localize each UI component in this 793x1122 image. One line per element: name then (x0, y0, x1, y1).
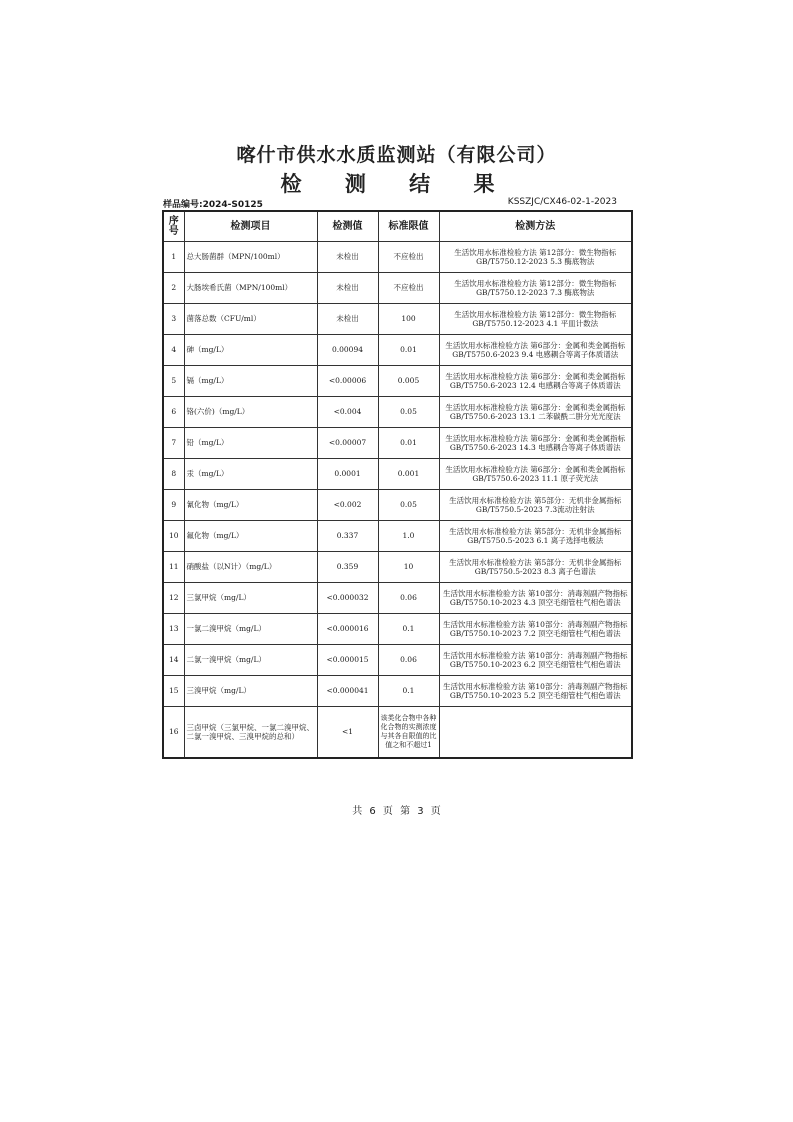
cell-test-value: 未检出 (317, 304, 378, 335)
cell-index: 4 (163, 335, 184, 366)
cell-test-item: 铅（mg/L） (184, 428, 317, 459)
cell-test-item: 氟化物（mg/L） (184, 521, 317, 552)
cell-test-value: <1 (317, 707, 378, 759)
cell-test-method: 生活饮用水标准检验方法 第6部分：金属和类金属指标 GB/T5750.6-2023 13.1 二苯碳酰二肼分光光度法 (439, 397, 632, 428)
cell-test-method (439, 707, 632, 759)
table-row (163, 490, 632, 521)
cell-test-method: 生活饮用水标准检验方法 第10部分：消毒剂副产物指标 GB/T5750.10-2023 7.2 顶空毛细管柱气相色谱法 (439, 614, 632, 645)
cell-test-value: 未检出 (317, 273, 378, 304)
cell-standard-limit: 0.001 (378, 459, 439, 490)
cell-test-item: 大肠埃希氏菌（MPN/100ml） (184, 273, 317, 304)
cell-test-item: 铬(六价)（mg/L） (184, 397, 317, 428)
cell-standard-limit: 0.1 (378, 676, 439, 707)
cell-index: 6 (163, 397, 184, 428)
cell-index: 15 (163, 676, 184, 707)
cell-test-method: 生活饮用水标准检验方法 第6部分：金属和类金属指标 GB/T5750.6-2023 11.1 原子荧光法 (439, 459, 632, 490)
cell-test-value: <0.002 (317, 490, 378, 521)
cell-index: 16 (163, 707, 184, 759)
cell-standard-limit: 0.06 (378, 645, 439, 676)
cell-index: 1 (163, 242, 184, 273)
cell-index: 10 (163, 521, 184, 552)
column-header-method: 检测方法 (439, 211, 632, 242)
table-row (163, 366, 632, 397)
cell-index: 5 (163, 366, 184, 397)
cell-test-item: 菌落总数（CFU/ml） (184, 304, 317, 335)
column-header-index: 序号 (163, 211, 184, 242)
cell-index: 14 (163, 645, 184, 676)
table-row (163, 614, 632, 645)
column-header-value: 检测值 (317, 211, 378, 242)
cell-index: 9 (163, 490, 184, 521)
cell-test-method: 生活饮用水标准检验方法 第5部分：无机非金属指标 GB/T5750.5-2023 8.3 离子色谱法 (439, 552, 632, 583)
cell-test-method: 生活饮用水标准检验方法 第5部分：无机非金属指标 GB/T5750.5-2023 7.3流动注射法 (439, 490, 632, 521)
cell-standard-limit: 0.1 (378, 614, 439, 645)
cell-standard-limit: 1.0 (378, 521, 439, 552)
table-row (163, 707, 632, 759)
cell-test-item: 二氯一溴甲烷（mg/L） (184, 645, 317, 676)
cell-standard-limit: 0.01 (378, 428, 439, 459)
column-header-limit: 标准限值 (378, 211, 439, 242)
cell-standard-limit: 0.05 (378, 397, 439, 428)
table-row (163, 552, 632, 583)
cell-test-item: 一氯二溴甲烷（mg/L） (184, 614, 317, 645)
cell-standard-limit: 0.01 (378, 335, 439, 366)
table-body (163, 242, 632, 759)
cell-standard-limit: 0.06 (378, 583, 439, 614)
table-row (163, 583, 632, 614)
cell-test-method: 生活饮用水标准检验方法 第12部分：微生物指标 GB/T5750.12-2023 5.3 酶底物法 (439, 242, 632, 273)
cell-test-item: 氰化物（mg/L） (184, 490, 317, 521)
cell-test-value: 0.00094 (317, 335, 378, 366)
table-row (163, 242, 632, 273)
cell-test-value: 0.359 (317, 552, 378, 583)
table-header-row (163, 211, 632, 242)
cell-test-value: <0.000016 (317, 614, 378, 645)
cell-test-value: 0.0001 (317, 459, 378, 490)
page-title: 检 测 结 果 (280, 172, 513, 196)
cell-test-method: 生活饮用水标准检验方法 第6部分：金属和类金属指标 GB/T5750.6-2023 12.4 电感耦合等离子体质谱法 (439, 366, 632, 397)
cell-test-item: 三卤甲烷（三氯甲烷、一氯二溴甲烷、二氯一溴甲烷、三溴甲烷的总和） (184, 707, 317, 759)
page-number: 共 6 页 第 3 页 (352, 806, 441, 817)
cell-test-method: 生活饮用水标准检验方法 第6部分：金属和类金属指标 GB/T5750.6-2023 14.3 电感耦合等离子体质谱法 (439, 428, 632, 459)
cell-standard-limit: 不应检出 (378, 242, 439, 273)
cell-test-method: 生活饮用水标准检验方法 第10部分：消毒剂副产物指标 GB/T5750.10-2023 6.2 顶空毛细管柱气相色谱法 (439, 645, 632, 676)
cell-test-method: 生活饮用水标准检验方法 第12部分：微生物指标 GB/T5750.12-2023 7.3 酶底物法 (439, 273, 632, 304)
cell-test-item: 砷（mg/L） (184, 335, 317, 366)
table-row (163, 397, 632, 428)
cell-test-method: 生活饮用水标准检验方法 第5部分：无机非金属指标 GB/T5750.5-2023 6.1 离子选择电极法 (439, 521, 632, 552)
cell-standard-limit: 不应检出 (378, 273, 439, 304)
cell-index: 11 (163, 552, 184, 583)
cell-standard-limit: 0.005 (378, 366, 439, 397)
table-row (163, 676, 632, 707)
table-row (163, 645, 632, 676)
cell-test-value: <0.000015 (317, 645, 378, 676)
cell-test-value: 0.337 (317, 521, 378, 552)
cell-test-item: 汞（mg/L） (184, 459, 317, 490)
cell-test-value: <0.00006 (317, 366, 378, 397)
cell-test-value: 未检出 (317, 242, 378, 273)
cell-index: 3 (163, 304, 184, 335)
table-row (163, 521, 632, 552)
document-code: KSSZJC/CX46-02-1-2023 (507, 197, 617, 207)
cell-standard-limit: 100 (378, 304, 439, 335)
cell-test-method: 生活饮用水标准检验方法 第6部分：金属和类金属指标 GB/T5750.6-2023 9.4 电感耦合等离子体质谱法 (439, 335, 632, 366)
cell-standard-limit: 10 (378, 552, 439, 583)
organization-name: 喀什市供水水质监测站（有限公司） (236, 144, 557, 166)
cell-standard-limit: 0.05 (378, 490, 439, 521)
column-header-item: 检测项目 (184, 211, 317, 242)
cell-index: 8 (163, 459, 184, 490)
cell-test-value: <0.004 (317, 397, 378, 428)
table-row (163, 335, 632, 366)
cell-test-item: 总大肠菌群（MPN/100ml） (184, 242, 317, 273)
cell-index: 13 (163, 614, 184, 645)
cell-test-value: <0.000032 (317, 583, 378, 614)
cell-test-method: 生活饮用水标准检验方法 第10部分：消毒剂副产物指标 GB/T5750.10-2023 4.3 顶空毛细管柱气相色谱法 (439, 583, 632, 614)
cell-test-method: 生活饮用水标准检验方法 第10部分：消毒剂副产物指标 GB/T5750.10-2023 5.2 顶空毛细管柱气相色谱法 (439, 676, 632, 707)
cell-test-method: 生活饮用水标准检验方法 第12部分：微生物指标GB/T5750.12-2023 4.1 平皿计数法 (439, 304, 632, 335)
cell-index: 2 (163, 273, 184, 304)
sample-number: 样品编号:2024-S0125 (163, 200, 263, 210)
results-table (162, 210, 633, 759)
table-row (163, 304, 632, 335)
cell-test-item: 硝酸盐（以N计）（mg/L） (184, 552, 317, 583)
cell-test-value: <0.000041 (317, 676, 378, 707)
cell-test-item: 三氯甲烷（mg/L） (184, 583, 317, 614)
cell-test-item: 三溴甲烷（mg/L） (184, 676, 317, 707)
cell-standard-limit: 该类化合物中各种化合物的实测浓度与其各自限值的比值之和不超过1 (378, 707, 439, 759)
table-row (163, 459, 632, 490)
cell-index: 12 (163, 583, 184, 614)
table-row (163, 273, 632, 304)
cell-index: 7 (163, 428, 184, 459)
table-row (163, 428, 632, 459)
cell-test-value: <0.00007 (317, 428, 378, 459)
cell-test-item: 镉（mg/L） (184, 366, 317, 397)
